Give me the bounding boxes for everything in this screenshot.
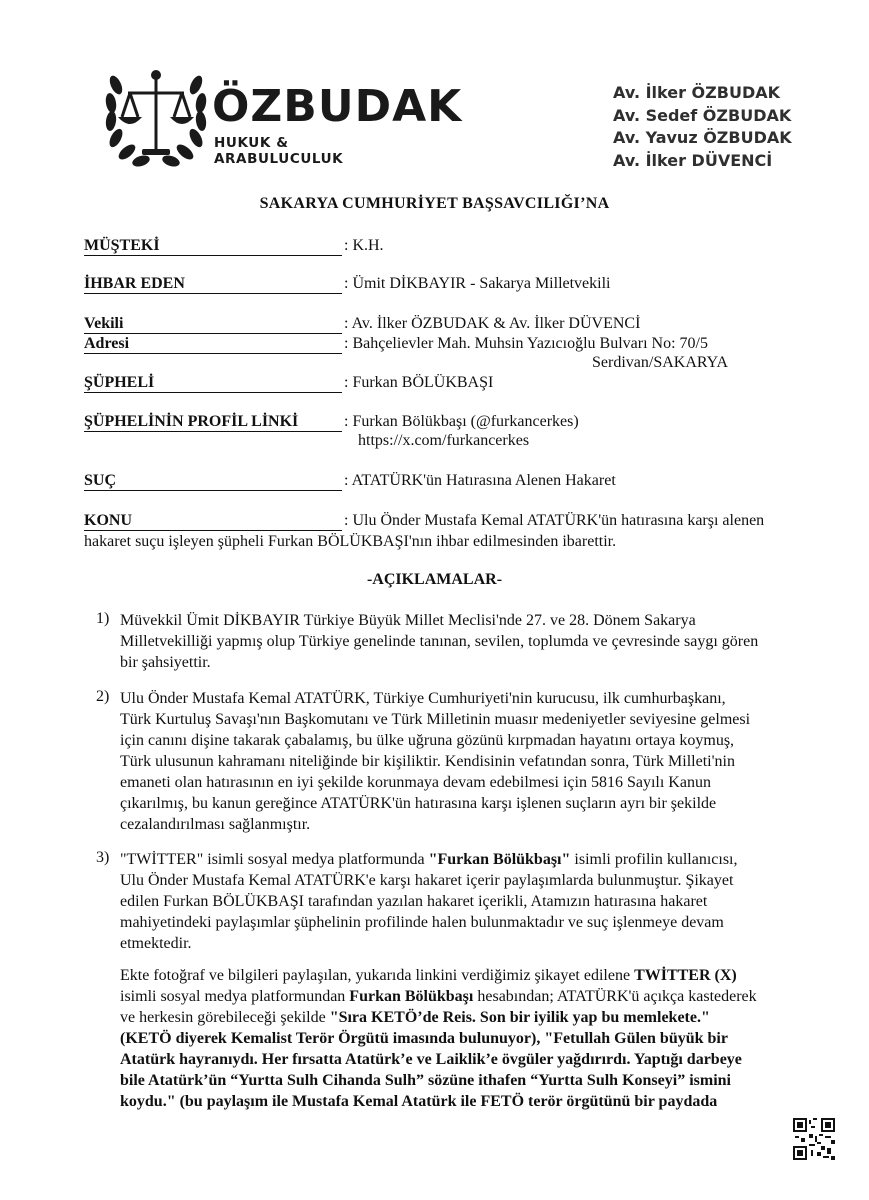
text-line: Müvekkil Ümit DİKBAYIR Türkiye Büyük Millet Meclisi'nde 27. ve 28. Dönem Sakarya	[120, 612, 696, 629]
field-label: Vekili	[84, 314, 342, 334]
quote-bold: "Sıra KETÖ’de Reis. Son bir iyilik yap bu memlekete."	[329, 1009, 710, 1026]
item-number: 2)	[96, 688, 110, 705]
text-line: çıkarılmış, bu kanun gereğince ATATÜRK'ün hatırasına karşı işlenen suçların ayrı bir şekilde	[120, 795, 717, 812]
text-span-bold: TWİTTER (X)	[634, 967, 737, 984]
field-label: SUÇ	[84, 471, 342, 491]
field-value: : K.H.	[344, 237, 384, 254]
lawyer-name: Av. İlker DÜVENCİ	[613, 150, 773, 170]
text-line: edilen Furkan BÖLÜKBAŞI tarafından yazılan hakaret içerikli, Atamızın hatırasına hakaret	[120, 893, 708, 910]
text-line: mahiyetindeki paylaşımlar şüphelinin profilinde halen bulunmaktadır ve suç işlenmeye devam	[120, 914, 724, 931]
field-label: İHBAR EDEN	[84, 274, 342, 294]
text-span: hesabından; ATATÜRK'ü açıkça kastederek	[473, 988, 757, 1005]
firm-name: ÖZBUDAK	[212, 81, 463, 132]
field-value: Serdivan/SAKARYA	[592, 354, 729, 371]
text-span-bold: Furkan Bölükbaşı	[349, 988, 474, 1005]
explanation-item	[120, 849, 783, 954]
text-line: Atatürk hayranıydı. Her fırsatta Atatürk’e ve Laiklik’e övgüler yağdırırdı. Yaptığı darbeye	[120, 1051, 742, 1068]
field-label: MÜŞTEKİ	[84, 236, 342, 256]
field-label: KONU	[84, 511, 342, 531]
qr-code-icon	[793, 1118, 835, 1160]
field-value: : Av. İlker ÖZBUDAK & Av. İlker DÜVENCİ	[344, 315, 641, 332]
firm-subtitle: HUKUK & ARABULUCULUK	[214, 135, 344, 167]
text-span: "TWİTTER" isimli sosyal medya platformunda	[120, 851, 429, 868]
text-line: cezalandırılması sağlanmıştır.	[120, 816, 311, 833]
text-span: ve herkesin görebileceği şekilde	[120, 1009, 330, 1026]
field-value: : Furkan Bölükbaşı (@furkancerkes)	[344, 413, 579, 430]
text-span: isimli sosyal medya platformundan	[120, 988, 350, 1005]
text-line	[120, 1091, 783, 1112]
text-line: için canını dişine takarak çabalamış, bu ülke uğruna gözünü kırpmadan hayatını ortaya koymuş,	[120, 732, 735, 749]
text-line: Türk Kurtuluş Savaşı'nın Başkomutanı ve Türk Milletinin muasır medeniyetler seviyesine gelmesi	[120, 711, 751, 728]
field-label: ŞÜPHELİNİN PROFİL LİNKİ	[84, 412, 342, 432]
field-label: Adresi	[84, 334, 342, 354]
field-label: ŞÜPHELİ	[84, 373, 342, 393]
text-line	[120, 965, 783, 986]
text-line: Milletvekilliği yapmış olup Türkiye genelinde tanınan, sevilen, toplumda ve çevresinde saygı gören	[120, 633, 759, 650]
lawyer-name: Av. İlker ÖZBUDAK	[613, 83, 780, 102]
document-title: SAKARYA CUMHURİYET BAŞSAVCILIĞI’NA	[259, 195, 610, 212]
text-line	[120, 986, 783, 1007]
lawyer-name: Av. Sedef ÖZBUDAK	[613, 105, 792, 125]
text-line	[120, 1007, 783, 1028]
field-value: : Ulu Önder Mustafa Kemal ATATÜRK'ün hatırasına karşı alenen	[344, 512, 765, 529]
text-line: (KETÖ diyerek Kemalist Terör Örgütü imasında bulunuyor), "Fetullah Gülen büyük bir	[120, 1030, 728, 1047]
explanation-item	[120, 688, 783, 835]
lawyer-name: Av. Yavuz ÖZBUDAK	[613, 128, 792, 147]
profile-name-bold: "Furkan Bölükbaşı"	[428, 851, 571, 868]
text-line: bile Atatürk’ün “Yurtta Sulh Cihanda Sulh” sözüne ithafen “Yurtta Sulh Konseyi” ismini	[120, 1072, 731, 1089]
text-span: isimli profilin kullanıcısı,	[570, 851, 738, 868]
text-span: Ekte fotoğraf ve bilgileri paylaşılan, yukarıda linkini verdiğimiz şikayet edilene	[120, 967, 635, 984]
text-line: emaneti olan hatırasının en iyi şekilde korunmaya devam edebilmesi için 5816 Sayılı Kanun	[120, 774, 711, 791]
section-title: -AÇIKLAMALAR-	[366, 571, 503, 588]
item-number: 3)	[96, 849, 110, 866]
text-line: bir şahsiyettir.	[120, 654, 211, 671]
scales-of-justice-icon	[100, 55, 212, 175]
closing-paragraph	[120, 965, 783, 1112]
text-line: Ulu Önder Mustafa Kemal ATATÜRK, Türkiye Cumhuriyeti'nin kurucusu, ilk cumhurbaşkanı,	[120, 690, 726, 707]
profile-link[interactable]: https://x.com/furkancerkes	[358, 432, 530, 449]
field-value: : ATATÜRK'ün Hatırasına Alenen Hakaret	[344, 472, 616, 489]
text-span-bold: koydu."	[120, 1093, 176, 1110]
lawyer-list	[613, 82, 833, 172]
text-line: Türk ulusunun kahramanı niteliğinde bir kişiliktir. Kendisinin vefatından sonra, Türk Milleti'nin	[120, 753, 735, 770]
explanation-item	[120, 610, 783, 673]
field-value: hakaret suçu işleyen şüpheli Furkan BÖLÜKBAŞI'nın ihbar edilmesinden ibarettir.	[84, 533, 617, 550]
text-line: etmektedir.	[120, 935, 192, 952]
field-value: : Ümit DİKBAYIR - Sakarya Milletvekili	[344, 275, 611, 292]
text-line	[120, 849, 783, 870]
text-line: Ulu Önder Mustafa Kemal ATATÜRK'e karşı hakaret içerir paylaşımlarda bulunmuştur. Şikayet	[120, 872, 734, 889]
item-number: 1)	[96, 610, 110, 627]
text-span: (bu paylaşım ile Mustafa Kemal Atatürk ile FETÖ terör örgütünü bir paydada	[175, 1093, 718, 1110]
firm-logo	[100, 55, 463, 175]
field-value: : Furkan BÖLÜKBAŞI	[344, 374, 494, 391]
field-value: : Bahçelievler Mah. Muhsin Yazıcıoğlu Bulvarı No: 70/5	[344, 335, 708, 352]
